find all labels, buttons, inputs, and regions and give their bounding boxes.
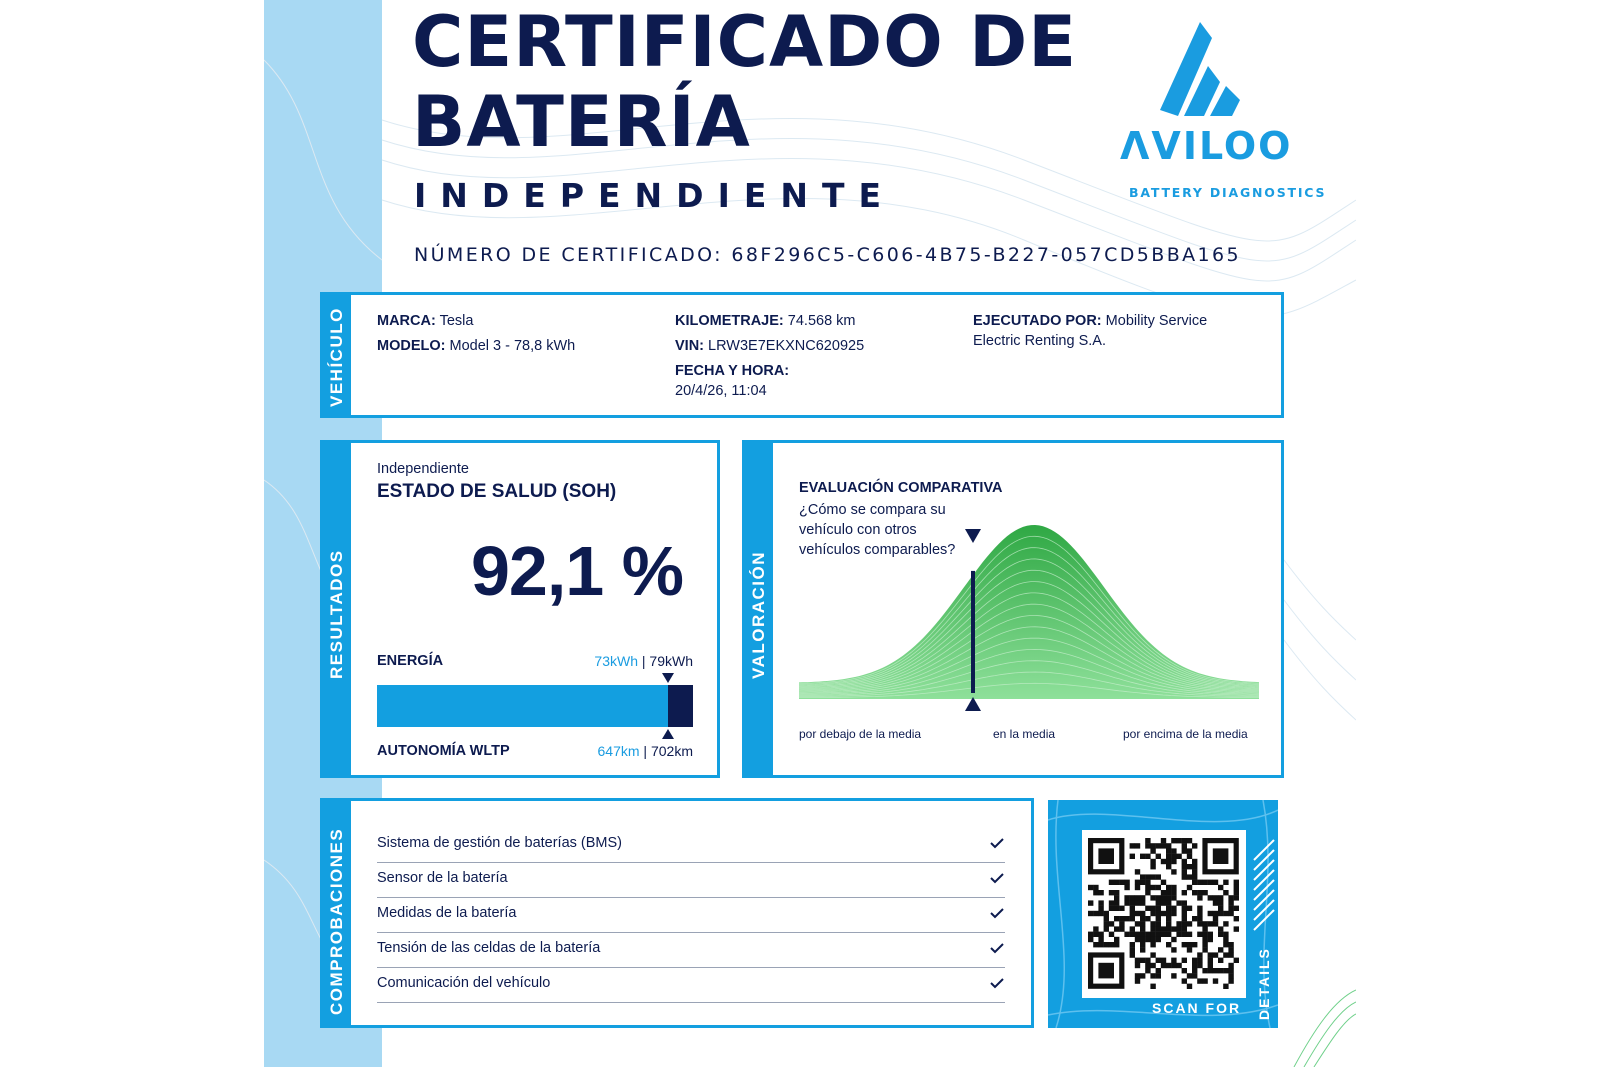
mileage-label: KILOMETRAJE: <box>675 313 784 329</box>
vehicle-section-label: VEHÍCULO <box>327 307 346 407</box>
results-section-label: RESULTADOS <box>327 549 346 679</box>
certificate-number-label: NÚMERO DE CERTIFICADO: <box>414 244 723 266</box>
checks-section <box>320 798 1034 1028</box>
marker-bottom-triangle-icon <box>965 697 981 711</box>
range-values <box>523 743 693 759</box>
axis-label-below: por debajo de la media <box>799 727 922 741</box>
datetime-row <box>675 361 789 401</box>
qr-code-icon <box>1082 830 1246 998</box>
vin-label: VIN: <box>675 338 704 354</box>
valuation-question-line-3: vehículos comparables? <box>799 542 956 558</box>
vehicle-position-marker <box>971 571 975 693</box>
soh-bar <box>377 685 693 727</box>
checkmark-icon <box>989 940 1005 956</box>
valuation-question-line-2: vehículo con otros <box>799 522 917 538</box>
checks-side-band <box>323 801 351 1025</box>
aviloo-logo-icon <box>1100 20 1293 210</box>
qr-details-text: DETAILS <box>1256 947 1272 1020</box>
range-label: AUTONOMÍA WLTP <box>377 743 510 759</box>
mileage-value: 74.568 km <box>787 313 856 329</box>
check-row <box>377 899 1005 933</box>
results-side-band <box>323 443 351 775</box>
energy-values <box>523 653 693 669</box>
check-row <box>377 864 1005 898</box>
axis-label-above: por encima de la media <box>1123 727 1248 741</box>
soh-value: 92,1 % <box>471 532 683 610</box>
valuation-question-line-1: ¿Cómo se compara su <box>799 502 946 518</box>
logo-wordmark: ΛVILOO <box>1120 124 1293 168</box>
marker-top-triangle-icon <box>965 529 981 543</box>
valuation-section-label: VALORACIÓN <box>749 550 768 679</box>
check-label: Medidas de la batería <box>377 905 517 921</box>
axis-label-mid: en la media <box>993 727 1056 741</box>
certificate-page <box>264 0 1356 1067</box>
range-current: 647km <box>597 743 640 759</box>
qr-scan-text: SCAN FOR <box>1152 1000 1242 1016</box>
soh-bar-remaining <box>668 685 693 727</box>
executed-value-1: Mobility Service <box>1105 313 1208 329</box>
executed-row <box>973 311 1207 351</box>
range-marker-icon <box>662 729 674 739</box>
title-line-1: CERTIFICADO DE <box>412 1 1078 83</box>
model-row <box>377 336 575 356</box>
soh-pre-title: Independiente <box>377 461 469 477</box>
qr-code-area <box>1082 830 1246 998</box>
vin-value: LRW3E7EKXNC620925 <box>708 338 865 354</box>
check-label: Comunicación del vehículo <box>377 975 551 991</box>
certificate-number-value: 68F296C5-C606-4B75-B227-057CD5BBA165 <box>731 244 1241 266</box>
vin-row <box>675 336 864 356</box>
check-row <box>377 829 1005 863</box>
certificate-number <box>414 244 1241 266</box>
check-label: Sistema de gestión de baterías (BMS) <box>377 835 623 851</box>
range-separator: | <box>639 743 651 759</box>
checkmark-icon <box>989 975 1005 991</box>
vehicle-section <box>320 292 1284 418</box>
energy-separator: | <box>638 653 650 669</box>
certificate-title <box>412 2 1077 162</box>
energy-nominal: 79kWh <box>649 653 693 669</box>
energy-current: 73kWh <box>594 653 638 669</box>
datetime-label: FECHA Y HORA: <box>675 363 790 379</box>
model-value: Model 3 - 78,8 kWh <box>449 338 576 354</box>
brand-value: Tesla <box>439 313 474 329</box>
brand-label: MARCA: <box>377 313 436 329</box>
logo-tagline: BATTERY DIAGNOSTICS <box>1129 185 1327 200</box>
valuation-section <box>742 440 1284 778</box>
energy-marker-icon <box>662 673 674 683</box>
distribution-area <box>799 525 1259 699</box>
checks-section-label: COMPROBACIONES <box>327 827 346 1015</box>
soh-title: ESTADO DE SALUD (SOH) <box>377 481 617 502</box>
executed-value-2: Electric Renting S.A. <box>973 333 1106 349</box>
datetime-value: 20/4/26, 11:04 <box>675 383 767 399</box>
check-row <box>377 934 1005 968</box>
certificate-subtitle: INDEPENDIENTE <box>414 176 896 215</box>
range-nominal: 702km <box>650 743 693 759</box>
executed-label: EJECUTADO POR: <box>973 313 1102 329</box>
checkmark-icon <box>989 870 1005 886</box>
brand-row <box>377 311 473 331</box>
checkmark-icon <box>989 905 1005 921</box>
model-label: MODELO: <box>377 338 446 354</box>
check-row <box>377 969 1005 1003</box>
vehicle-side-band <box>323 295 351 415</box>
check-label: Tensión de las celdas de la batería <box>377 940 601 956</box>
results-section <box>320 440 720 778</box>
checkmark-icon <box>989 835 1005 851</box>
valuation-title: EVALUACIÓN COMPARATIVA <box>799 480 1003 496</box>
check-label: Sensor de la batería <box>377 870 508 886</box>
valuation-side-band <box>745 443 773 775</box>
distribution-curve <box>799 513 1259 713</box>
title-line-2: BATERÍA <box>412 81 751 163</box>
mileage-row <box>675 311 856 331</box>
energy-label: ENERGÍA <box>377 653 444 669</box>
qr-panel[interactable] <box>1048 800 1278 1028</box>
